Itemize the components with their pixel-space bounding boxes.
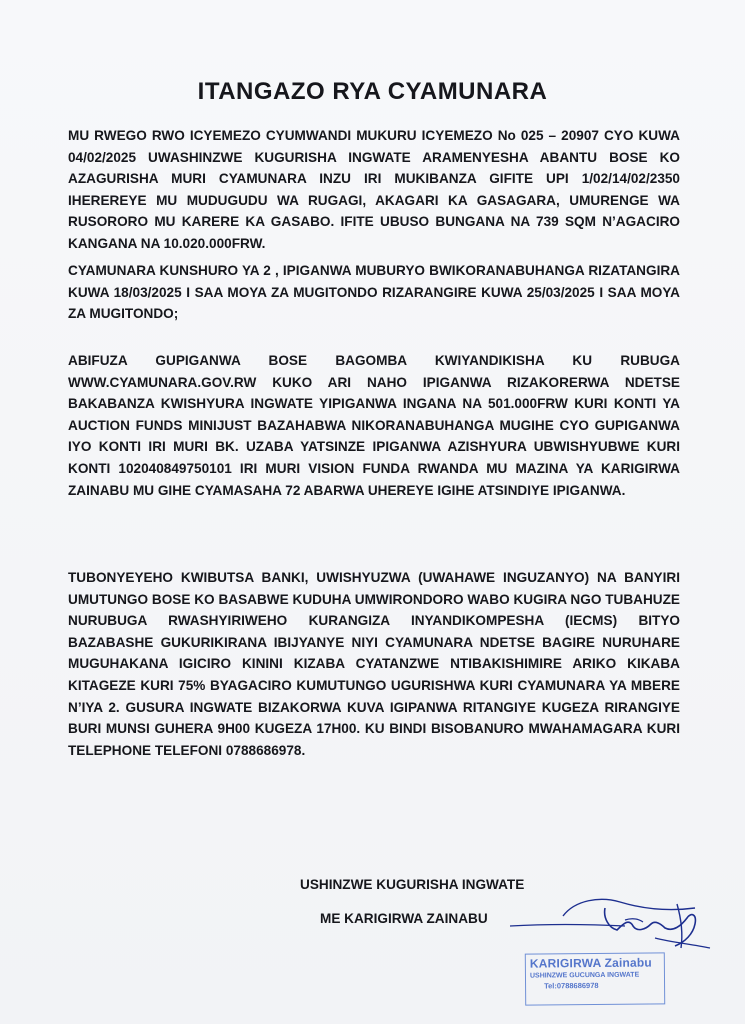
paragraph-auction-dates: CYAMUNARA KUNSHURO YA 2 , IPIGANWA MUBURYO BWIKORANABUHANGA RIZATANGIRA KUWA 18/03/2025 I SAA MOYA ZA MUGITONDO RIZARANGIRE KUWA 25/03/2025 I SAA MOYA ZA MUGITONDO;: [68, 263, 680, 322]
signatory-office: USHINZWE KUGURISHA INGWATE: [300, 877, 525, 892]
handwritten-signature: [505, 888, 720, 958]
paragraph-court-order: MU RWEGO RWO ICYEMEZO CYUMWANDI MUKURU ICYEMEZO No 025 – 20907 CYO KUWA 04/02/2025 UWASHINZWE KUGURISHA INGWATE ARAMENYESHA ABANTU BOSE KO AZAGURISHA MURI CYAMUNARA INZU IRI MUKIBANZA GIFITE UPI 1/02/14/02/2350 IHEREREYE MU MUDUGUDU WA RUGAGI, AKAGARI KA GASAGARA, UMURENGE WA RUSORORO MU KARERE KA GASABO. IFITE UBUSO BUNGANA NA 739 SQM N’AGACIRO KANGANA NA 10.020.000FRW.: [68, 128, 680, 251]
signatory-name: ME KARIGIRWA ZAINABU: [320, 911, 488, 926]
official-stamp: [525, 952, 665, 1005]
stamp-office: USHINZWE GUCUNGA INGWATE: [529, 971, 640, 980]
paragraph-reminder: TUBONYEYEHO KWIBUTSA BANKI, UWISHYUZWA (UWAHAWE INGUZANYO) NA BANYIRI UMUTUNGO BOSE KO BASABWE KUDUHA UMWIRONDORO WABO KUGIRA NGO TUBAHUZE NURUBUGA RWASHYIRIWEHO KURANGIZA INYANDIKOMPESHA (IECMS) BITYO BAZABASHE GUKURIKIRANA IBIJYANYE NIYI CYAMUNARA NDETSE BAGIRE NURUHARE MUGUHAKANA IGICIRO KININI KIZABA CYATANZWE NTIBAKISHIMIRE ARIKO KIKABA KITAGEZE KURI 75% BYAGACIRO KUMUTUNGO UGURISHWA KURI CYAMUNARA YA MBERE N’IYA 2. GUSURA INGWATE BIZAKORWA KUVA IGIPANWA RITANGIYE KUGEZA RIRANGIYE BURI MUNSI GUHERA 9H00 KUGEZA 17H00. KU BINDI BISOBANURO MWAHAMAGARA KURI TELEPHONE TELEFONI 0788686978.: [68, 570, 680, 758]
document-title: ITANGAZO RYA CYAMUNARA: [197, 78, 548, 105]
stamp-name: KARIGIRWA Zainabu: [529, 955, 652, 971]
paragraph-registration: ABIFUZA GUPIGANWA BOSE BAGOMBA KWIYANDIKISHA KU RUBUGA WWW.CYAMUNARA.GOV.RW KUKO ARI NAHO IPIGANWA RIZAKORERWA NDETSE BAKABANZA KWISHYURA INGWATE YIPIGANWA INGANA NA 501.000FRW KURI KONTI YA AUCTION FUNDS MINIJUST BAZAHABWA NIKORANABUHANGA MUGIHE CYO GUPIGANWA IYO KONTI IRI MURI BK. UZABA YATSINZE IPIGANWA AZISHYURA UBWISHYUBWE KURI KONTI 102040849750101 IRI MURI VISION FUNDA RWANDA MU MAZINA YA KARIGIRWA ZAINABU MU GIHE CYAMASAHA 72 ABARWA UHEREYE IGIHE ATSINDIYE IPIGANWA.: [68, 353, 680, 498]
stamp-phone: Tel:0788686978: [544, 980, 599, 991]
